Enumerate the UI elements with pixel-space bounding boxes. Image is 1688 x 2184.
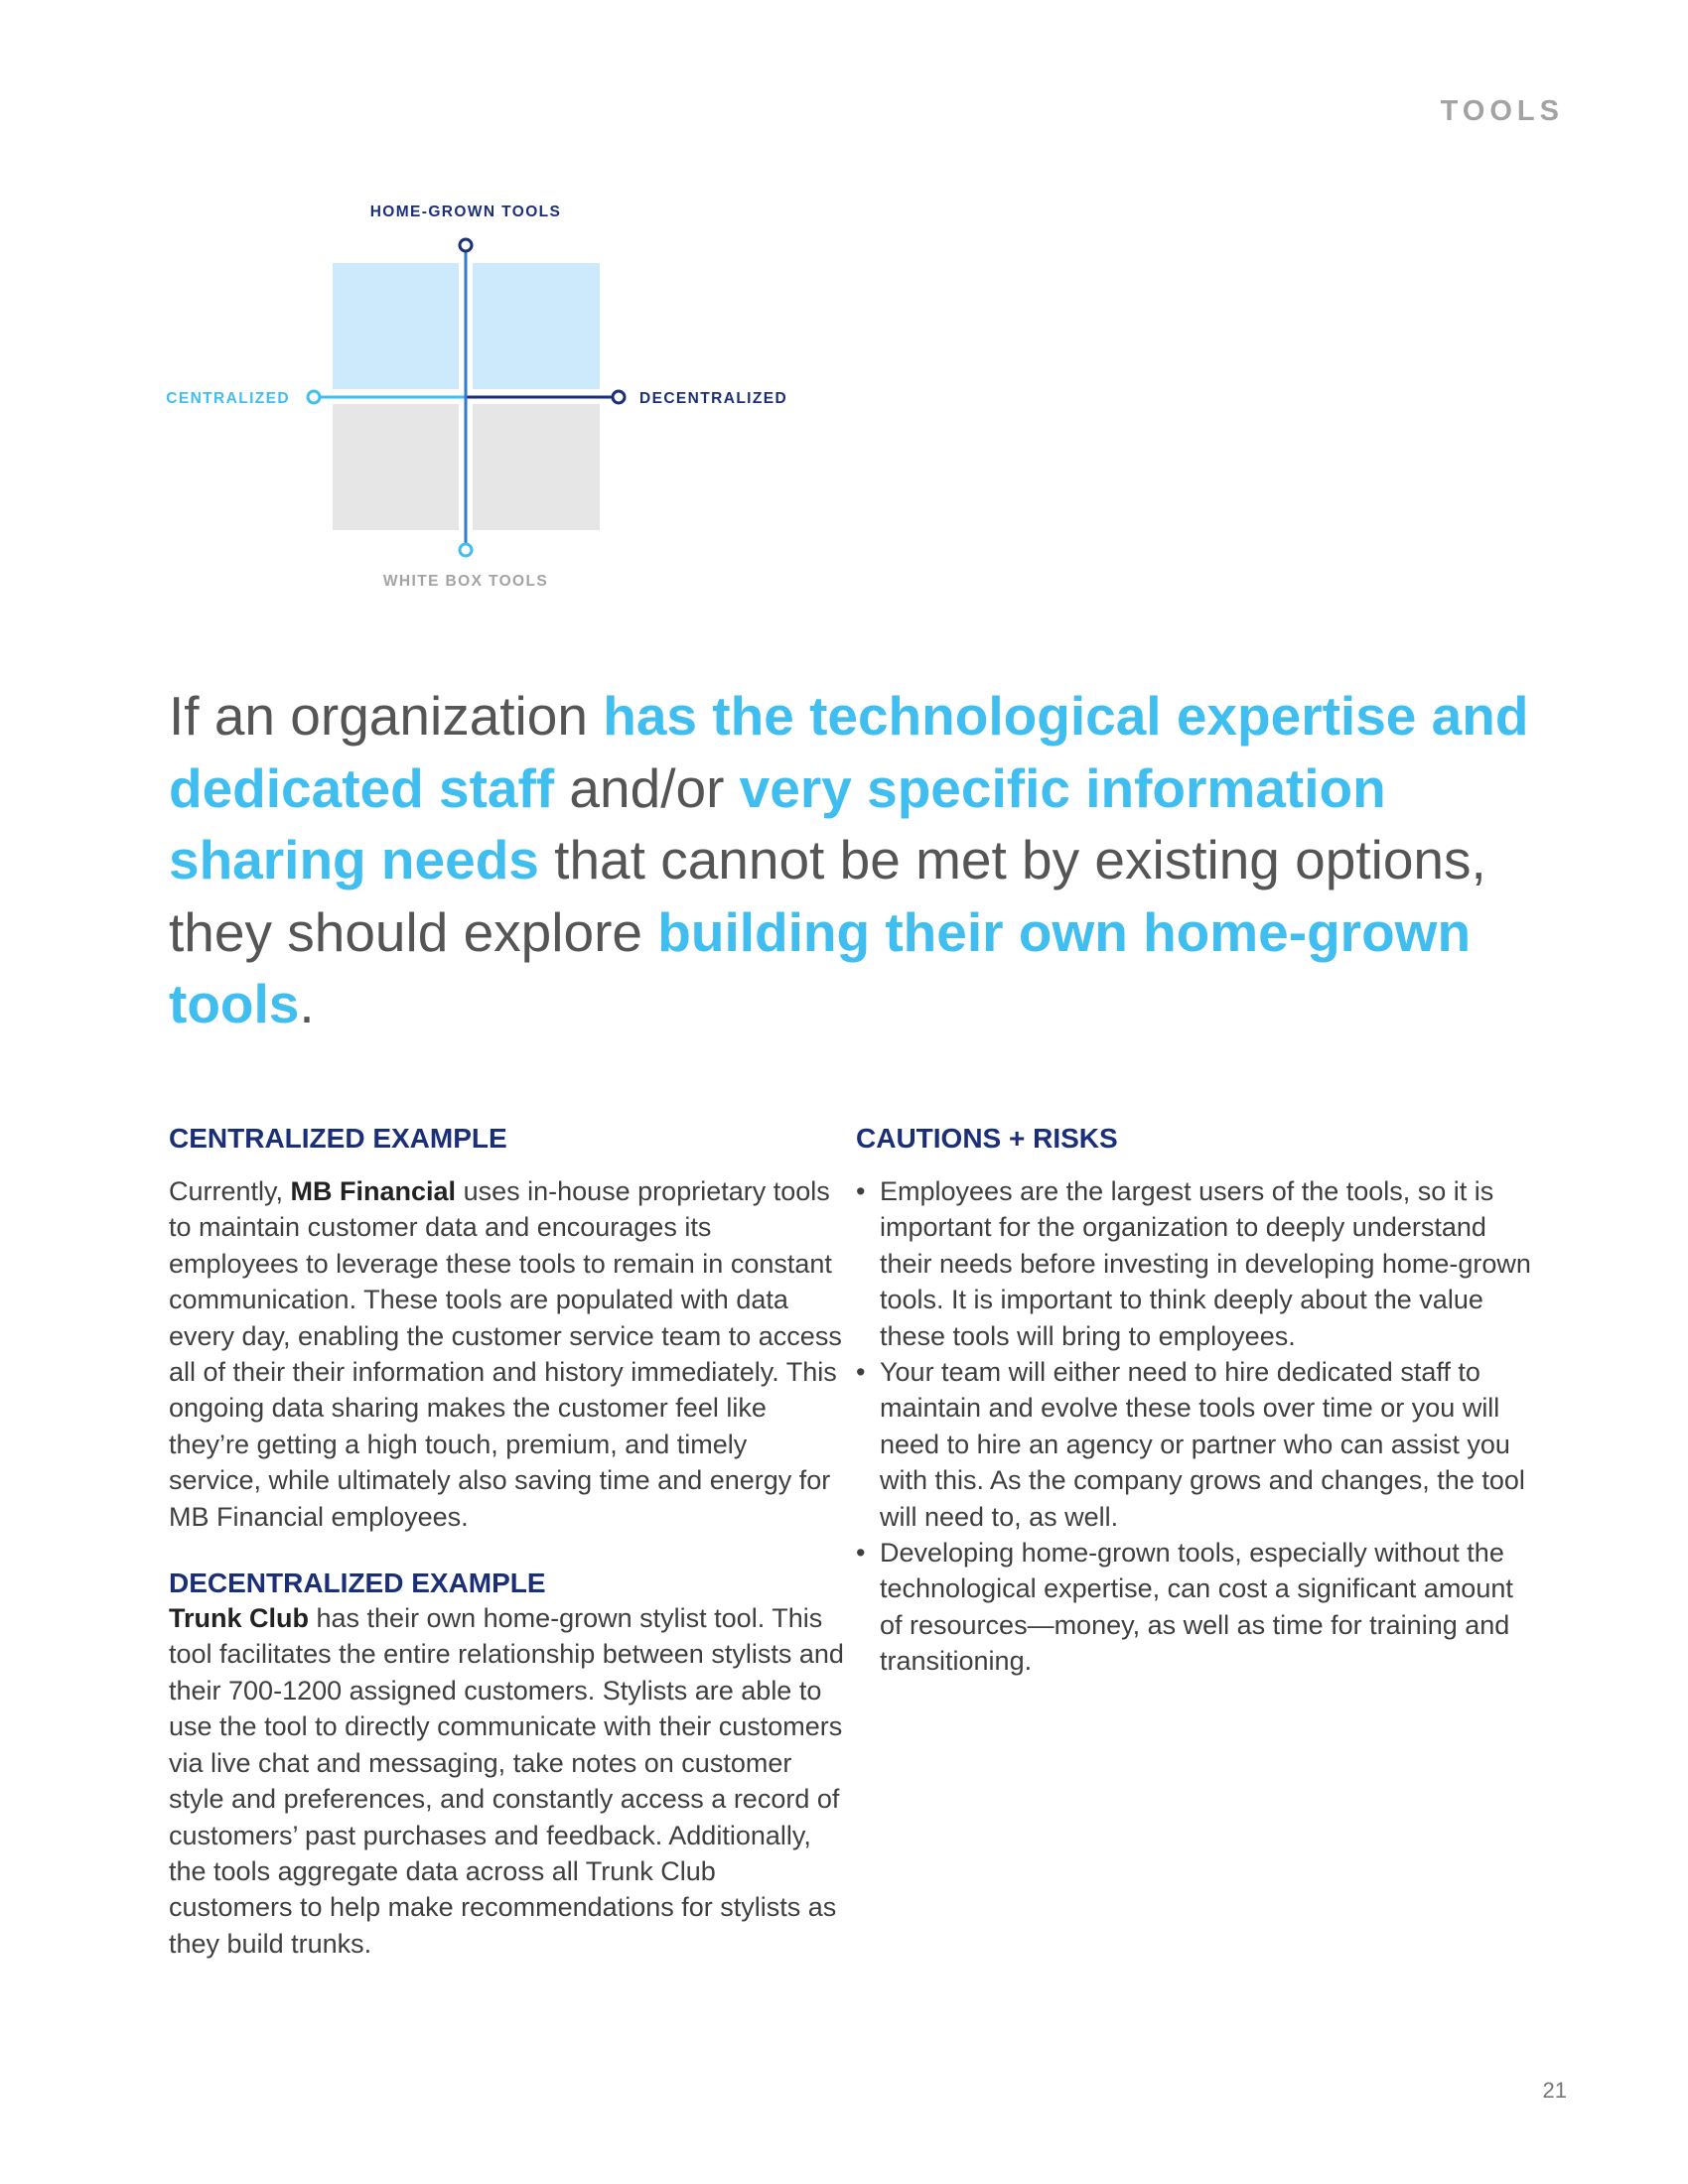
quadrant-bottom-left <box>333 404 459 530</box>
list-item-text: Developing home-grown tools, especially without the technological expertise, can cost a significant amount of resources—money, as well as time for training and transitioning. <box>880 1538 1513 1677</box>
axis-end-top <box>460 239 472 251</box>
quadrant-top-left <box>333 263 459 389</box>
bullet: • <box>856 1176 866 1206</box>
section-label: TOOLS <box>1440 95 1564 127</box>
company-name: MB Financial <box>290 1176 457 1206</box>
left-column <box>169 1122 844 1962</box>
page-number: 21 <box>1542 2078 1567 2103</box>
body-text: Currently, <box>169 1176 291 1206</box>
quadrant-diagram <box>0 0 894 615</box>
label-white-box-tools: WHITE BOX TOOLS <box>382 573 549 590</box>
list-item-text: Employees are the largest users of the tools, so it is important for the organization to deeply understand their needs before investing in developing home-grown tools. It is important to think deeply about the value these tools will bring to employees. <box>880 1176 1531 1351</box>
cautions-heading: CAUTIONS + RISKS <box>856 1123 1118 1154</box>
cautions-list <box>856 1173 1531 1680</box>
list-item <box>856 1354 1531 1535</box>
pull-quote-text: that cannot be met by existing options, they should explore <box>169 829 1486 963</box>
centralized-example-heading: CENTRALIZED EXAMPLE <box>169 1123 507 1154</box>
bullet: • <box>856 1357 866 1388</box>
bullet: • <box>856 1538 866 1569</box>
axis-end-right <box>613 391 625 403</box>
pull-quote-text: and/or <box>554 756 740 819</box>
body-text: has their own home-grown stylist tool. This tool facilitates the entire relationship between stylists and their 700-1200 assigned customers. Stylists are able to use the tool to directly communicate with their customers via live chat and messaging, take notes on customer style and preferences, and constantly access a record of customers’ past purchases and feedback. Additionally, the tools aggregate data across all Trunk Club customers to help make recommendations for stylists as they build trunks. <box>169 1603 844 1959</box>
label-decentralized: DECENTRALIZED <box>639 390 788 407</box>
pull-quote-text: If an organization <box>169 685 604 747</box>
label-home-grown-tools: HOME-GROWN TOOLS <box>369 204 562 220</box>
pull-quote-highlight: building their own home-grown tools <box>169 900 1472 1034</box>
pull-quote-highlight: very specific information sharing needs <box>169 756 1386 890</box>
list-item <box>856 1173 1531 1354</box>
list-item-text: Your team will either need to hire dedicated staff to maintain and evolve these tools over time or you will need to hire an agency or partner who can assist you with this. As the company grows and changes, the tool will need to, as well. <box>880 1357 1525 1532</box>
centralized-example-body <box>169 1173 844 1535</box>
decentralized-example-heading: DECENTRALIZED EXAMPLE <box>169 1568 546 1599</box>
quadrant-top-right <box>473 263 600 389</box>
decentralized-example-body <box>169 1600 844 1962</box>
quadrant-bottom-right <box>473 404 600 530</box>
list-item <box>856 1535 1531 1680</box>
body-text: uses in-house proprietary tools to maintain customer data and encourages its employees to leverage these tools to remain in constant communication. These tools are populated with data every day, enabling the customer service team to access all of their their information and history immediately. This ongoing data sharing makes the customer feel like they’re getting a high touch, premium, and timely service, while ultimately also saving time and energy for MB Financial employees. <box>169 1176 842 1532</box>
label-centralized: CENTRALIZED <box>166 390 290 407</box>
axis-end-left <box>308 391 320 403</box>
pull-quote-highlight: has the technological expertise and dedicated staff <box>169 685 1529 819</box>
pull-quote-text: . <box>299 973 315 1034</box>
right-column <box>856 1122 1531 1680</box>
pull-quote <box>169 680 1529 1040</box>
company-name: Trunk Club <box>169 1603 309 1634</box>
axis-end-bottom <box>460 544 472 556</box>
